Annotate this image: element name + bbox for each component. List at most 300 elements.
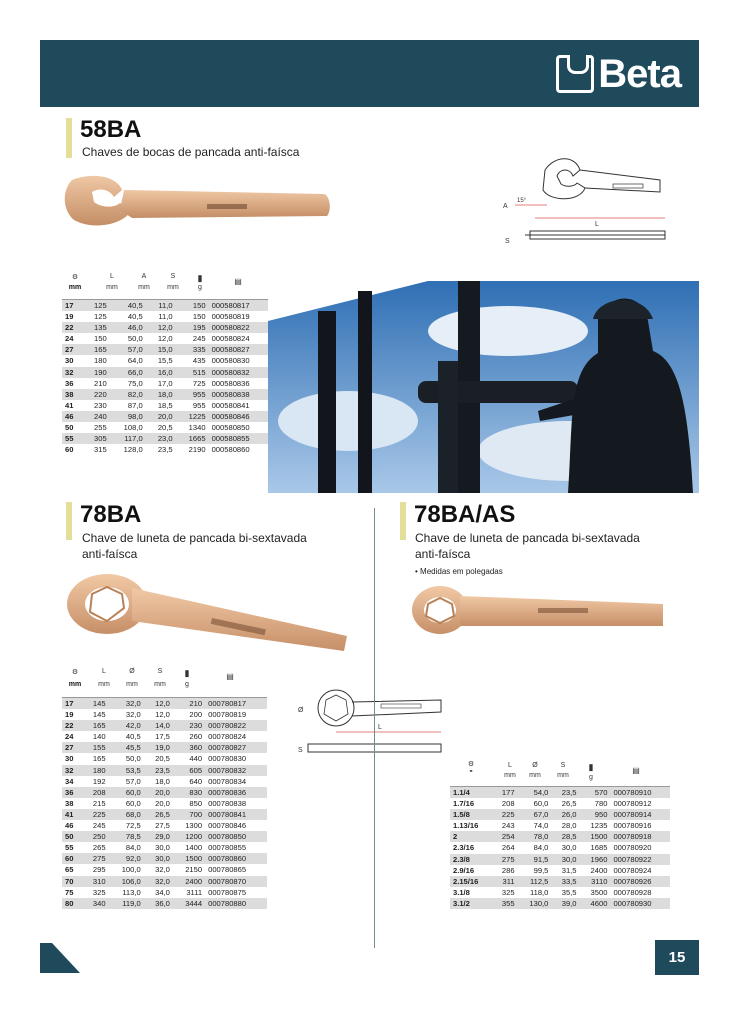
- cell-value: 30,0: [551, 854, 579, 865]
- header-weight-unit: g: [185, 681, 189, 688]
- cell-value: 140: [82, 731, 108, 742]
- cell-size: 38: [62, 389, 83, 400]
- cell-value: 15,0: [146, 344, 176, 355]
- column-divider: [374, 508, 375, 948]
- header-weight-unit: g: [198, 284, 202, 291]
- cell-value: 195: [176, 322, 209, 333]
- cell-value: 112,5: [518, 876, 552, 887]
- cell-code: 000580827: [209, 344, 272, 355]
- table-row: [62, 378, 272, 389]
- cell-code: 000780834: [205, 776, 267, 787]
- cell-value: 26,5: [551, 798, 579, 809]
- cell-value: 325: [492, 887, 517, 898]
- header-s-unit: mm: [557, 772, 569, 779]
- cell-code: 000580850: [209, 422, 272, 433]
- table-row: [62, 389, 272, 400]
- table-row: [62, 787, 267, 798]
- cell-size: 50: [62, 831, 82, 842]
- header-l: L: [508, 762, 512, 769]
- cell-value: 208: [492, 798, 517, 809]
- cell-value: 26,0: [551, 809, 579, 820]
- table-row: [62, 433, 272, 444]
- header-l-unit: mm: [106, 284, 118, 291]
- cell-size: 1.13/16: [450, 820, 492, 831]
- cell-value: 335: [176, 344, 209, 355]
- cell-code: 000780865: [205, 864, 267, 875]
- header-a-unit: mm: [138, 284, 150, 291]
- cell-value: 20,0: [144, 787, 173, 798]
- cell-value: 177: [492, 787, 517, 799]
- header-d-unit: mm: [126, 681, 138, 688]
- table-row: [450, 831, 670, 842]
- section-subtitle-78ba-2: anti-faísca: [82, 547, 138, 561]
- cell-value: 2190: [176, 444, 209, 455]
- table-row: [62, 864, 267, 875]
- table-row: [62, 311, 272, 322]
- cell-size: 34: [62, 776, 82, 787]
- section-accent-bar: [400, 502, 406, 540]
- cell-value: 245: [176, 333, 209, 344]
- cell-value: 42,0: [109, 720, 144, 731]
- table-header-78baas: [450, 760, 670, 784]
- header-key-unit: mm: [68, 681, 82, 688]
- cell-code: 000780916: [610, 820, 670, 831]
- cell-value: 190: [83, 367, 110, 378]
- cell-size: 36: [62, 378, 83, 389]
- cell-value: 12,0: [146, 333, 176, 344]
- cell-value: 295: [82, 864, 108, 875]
- section-accent-bar: [66, 502, 72, 540]
- cell-value: 1685: [580, 842, 611, 853]
- header-weight-unit: g: [589, 774, 593, 781]
- cell-value: 20,5: [146, 422, 176, 433]
- cell-size: 2.9/16: [450, 865, 492, 876]
- wrench-size-icon: ⚙: [71, 274, 79, 281]
- cell-value: 240: [83, 411, 110, 422]
- cell-value: 150: [83, 333, 110, 344]
- cell-value: 950: [580, 809, 611, 820]
- cell-value: 150: [176, 311, 209, 322]
- cell-value: 210: [83, 378, 110, 389]
- cell-value: 150: [176, 300, 209, 312]
- cell-value: 100,0: [109, 864, 144, 875]
- wrench-size-icon: ⚙: [71, 669, 79, 676]
- table-row: [62, 853, 267, 864]
- cell-value: 60,0: [109, 798, 144, 809]
- cell-value: 135: [83, 322, 110, 333]
- cell-value: 245: [82, 820, 108, 831]
- cell-size: 1.1/4: [450, 787, 492, 799]
- table-row: [62, 831, 267, 842]
- header-l: L: [110, 273, 114, 280]
- cell-size: 3.1/2: [450, 898, 492, 909]
- cell-code: 000580832: [209, 367, 272, 378]
- cell-value: 75,0: [110, 378, 146, 389]
- table-78ba: [62, 697, 267, 909]
- cell-value: 31,5: [551, 865, 579, 876]
- header-s: S: [157, 668, 163, 675]
- cell-size: 46: [62, 820, 82, 831]
- section-title-78ba: 78BA: [80, 501, 142, 528]
- table-row: [62, 411, 272, 422]
- cell-code: 000780830: [205, 753, 267, 764]
- cell-value: 11,0: [146, 311, 176, 322]
- cell-code: 000580824: [209, 333, 272, 344]
- cell-value: 87,0: [110, 400, 146, 411]
- cell-value: 39,0: [551, 898, 579, 909]
- table-row: [62, 731, 267, 742]
- weight-icon: ▮: [588, 762, 594, 772]
- table-row: [62, 876, 267, 887]
- cell-value: 72,5: [109, 820, 144, 831]
- cell-value: 440: [173, 753, 205, 764]
- section-subtitle-58ba: Chaves de bocas de pancada anti-faísca: [82, 145, 300, 159]
- cell-value: 33,5: [551, 876, 579, 887]
- diagram-label-l: L: [595, 221, 599, 228]
- cell-code: 000780855: [205, 842, 267, 853]
- section-subtitle-78baas-2: anti-faísca: [415, 547, 471, 561]
- cell-code: 000580819: [209, 311, 272, 322]
- cell-size: 2.3/8: [450, 854, 492, 865]
- cell-code: 000580855: [209, 433, 272, 444]
- cell-value: 28,5: [551, 831, 579, 842]
- cell-value: 20,5: [144, 753, 173, 764]
- cell-value: 108,0: [110, 422, 146, 433]
- cell-value: 208: [82, 787, 108, 798]
- cell-value: 200: [173, 709, 205, 720]
- cell-code: 000780875: [205, 887, 267, 898]
- cell-value: 18,5: [146, 400, 176, 411]
- section-note-78baas: • Medidas em polegadas: [415, 567, 503, 576]
- cell-size: 24: [62, 333, 83, 344]
- cell-value: 30,0: [144, 842, 173, 853]
- cell-size: 41: [62, 809, 82, 820]
- cell-value: 18,0: [146, 389, 176, 400]
- cell-value: 1500: [580, 831, 611, 842]
- cell-size: 36: [62, 787, 82, 798]
- cell-value: 29,0: [144, 831, 173, 842]
- ring-wrench-diagram: [296, 686, 446, 766]
- page-number: 15: [655, 940, 699, 975]
- cell-value: 50,0: [110, 333, 146, 344]
- cell-value: 119,0: [109, 898, 144, 909]
- cell-code: 000580836: [209, 378, 272, 389]
- cell-value: 30,0: [144, 853, 173, 864]
- cell-value: 1225: [176, 411, 209, 422]
- cell-value: 210: [173, 698, 205, 710]
- cell-value: 286: [492, 865, 517, 876]
- open-end-wrench-image: [62, 170, 334, 240]
- cell-value: 3500: [580, 887, 611, 898]
- cell-size: 50: [62, 422, 83, 433]
- cell-value: 23,5: [146, 444, 176, 455]
- cell-code: 000780926: [610, 876, 670, 887]
- cell-value: 605: [173, 765, 205, 776]
- cell-size: 2: [450, 831, 492, 842]
- cell-value: 1665: [176, 433, 209, 444]
- cell-value: 40,5: [110, 300, 146, 312]
- cell-value: 20,0: [144, 798, 173, 809]
- cell-value: 700: [173, 809, 205, 820]
- cell-value: 355: [492, 898, 517, 909]
- cell-value: 66,0: [110, 367, 146, 378]
- cell-value: 310: [82, 876, 108, 887]
- section-title-78baas: 78BA/AS: [414, 501, 516, 528]
- cell-code: 000780918: [610, 831, 670, 842]
- cell-value: 50,0: [109, 753, 144, 764]
- table-row: [450, 898, 670, 909]
- cell-code: 000780838: [205, 798, 267, 809]
- cell-value: 1200: [173, 831, 205, 842]
- cell-code: 000780824: [205, 731, 267, 742]
- table-row: [62, 698, 267, 710]
- header-d-unit: mm: [529, 772, 541, 779]
- cell-code: 000780930: [610, 898, 670, 909]
- cell-value: 32,0: [144, 864, 173, 875]
- cell-value: 67,0: [518, 809, 552, 820]
- barcode-icon: ▤: [632, 766, 640, 775]
- table-row: [62, 300, 272, 312]
- cell-value: 35,5: [551, 887, 579, 898]
- cell-value: 2400: [173, 876, 205, 887]
- cell-value: 118,0: [518, 887, 552, 898]
- cell-value: 40,5: [109, 731, 144, 742]
- cell-value: 850: [173, 798, 205, 809]
- cell-value: 16,0: [146, 367, 176, 378]
- cell-value: 19,0: [144, 742, 173, 753]
- diagram-label-angle: 15°: [517, 198, 527, 204]
- cell-value: 84,0: [109, 842, 144, 853]
- cell-value: 2400: [580, 865, 611, 876]
- cell-value: 130,0: [518, 898, 552, 909]
- cell-size: 17: [62, 300, 83, 312]
- table-row: [62, 333, 272, 344]
- cell-size: 1.7/16: [450, 798, 492, 809]
- table-row: [62, 820, 267, 831]
- cell-value: 91,5: [518, 854, 552, 865]
- cell-code: 000580846: [209, 411, 272, 422]
- cell-value: 165: [82, 720, 108, 731]
- table-row: [62, 798, 267, 809]
- cell-code: 000780822: [205, 720, 267, 731]
- barcode-icon: ▤: [226, 672, 234, 681]
- cell-value: 82,0: [110, 389, 146, 400]
- cell-code: 000580817: [209, 300, 272, 312]
- cell-code: 000580838: [209, 389, 272, 400]
- cell-value: 32,0: [109, 698, 144, 710]
- cell-value: 1235: [580, 820, 611, 831]
- cell-value: 225: [82, 809, 108, 820]
- cell-value: 260: [173, 731, 205, 742]
- cell-code: 000780912: [610, 798, 670, 809]
- cell-size: 22: [62, 720, 82, 731]
- cell-value: 17,5: [144, 731, 173, 742]
- cell-code: 000780922: [610, 854, 670, 865]
- cell-value: 20,0: [146, 411, 176, 422]
- cell-size: 41: [62, 400, 83, 411]
- cell-size: 2.15/16: [450, 876, 492, 887]
- cell-value: 311: [492, 876, 517, 887]
- table-row: [62, 367, 272, 378]
- cell-value: 230: [173, 720, 205, 731]
- header-key-unit: ": [469, 770, 473, 777]
- table-row: [450, 876, 670, 887]
- cell-value: 125: [83, 311, 110, 322]
- table-78baas: [450, 786, 670, 909]
- ring-wrench-image: [62, 566, 352, 656]
- cell-size: 19: [62, 311, 83, 322]
- cell-value: 68,0: [109, 809, 144, 820]
- header-l-unit: mm: [504, 772, 516, 779]
- cell-value: 32,0: [109, 709, 144, 720]
- cell-value: 360: [173, 742, 205, 753]
- worker-photo: [268, 281, 699, 493]
- cell-value: 30,0: [551, 842, 579, 853]
- table-row: [62, 842, 267, 853]
- cell-code: 000780910: [610, 787, 670, 799]
- open-end-wrench-diagram: [495, 150, 675, 250]
- cell-code: 000780817: [205, 698, 267, 710]
- cell-value: 3111: [173, 887, 205, 898]
- diagram-label-l-2: L: [378, 724, 382, 731]
- cell-value: 192: [82, 776, 108, 787]
- table-row: [450, 854, 670, 865]
- cell-value: 23,5: [144, 765, 173, 776]
- cell-value: 955: [176, 400, 209, 411]
- cell-value: 54,0: [518, 787, 552, 799]
- cell-value: 180: [82, 765, 108, 776]
- cell-value: 60,0: [109, 787, 144, 798]
- table-row: [62, 720, 267, 731]
- cell-size: 60: [62, 853, 82, 864]
- section-title-58ba: 58BA: [80, 116, 142, 143]
- cell-value: 725: [176, 378, 209, 389]
- brand-logo-text: Beta: [598, 51, 681, 96]
- header-l: L: [102, 668, 106, 675]
- wrench-size-icon: ⚙: [467, 761, 475, 768]
- table-row: [62, 355, 272, 366]
- cell-value: 106,0: [109, 876, 144, 887]
- cell-value: 230: [83, 400, 110, 411]
- cell-value: 11,0: [146, 300, 176, 312]
- cell-value: 243: [492, 820, 517, 831]
- header-s: S: [170, 273, 176, 280]
- cell-value: 99,5: [518, 865, 552, 876]
- cell-code: 000780860: [205, 853, 267, 864]
- cell-value: 250: [82, 831, 108, 842]
- cell-value: 28,0: [551, 820, 579, 831]
- cell-size: 2.3/16: [450, 842, 492, 853]
- cell-code: 000780914: [610, 809, 670, 820]
- cell-value: 45,5: [109, 742, 144, 753]
- cell-value: 165: [82, 753, 108, 764]
- cell-size: 55: [62, 842, 82, 853]
- cell-code: 000780928: [610, 887, 670, 898]
- cell-code: 000780841: [205, 809, 267, 820]
- cell-value: 78,5: [109, 831, 144, 842]
- cell-value: 215: [82, 798, 108, 809]
- cell-code: 000780827: [205, 742, 267, 753]
- cell-value: 40,5: [110, 311, 146, 322]
- cell-value: 275: [492, 854, 517, 865]
- table-row: [62, 742, 267, 753]
- cell-value: 220: [83, 389, 110, 400]
- cell-value: 1500: [173, 853, 205, 864]
- cell-code: 000580841: [209, 400, 272, 411]
- cell-value: 27,5: [144, 820, 173, 831]
- cell-size: 38: [62, 798, 82, 809]
- diagram-label-d: Ø: [298, 707, 304, 714]
- cell-size: 24: [62, 731, 82, 742]
- cell-value: 53,5: [109, 765, 144, 776]
- cell-value: 780: [580, 798, 611, 809]
- cell-value: 14,0: [144, 720, 173, 731]
- cell-value: 265: [82, 842, 108, 853]
- ring-wrench-image-2: [408, 582, 666, 642]
- table-row: [450, 798, 670, 809]
- cell-value: 830: [173, 787, 205, 798]
- table-row: [62, 765, 267, 776]
- table-row: [62, 344, 272, 355]
- table-58ba: [62, 299, 272, 455]
- cell-value: 57,0: [109, 776, 144, 787]
- table-row: [62, 444, 272, 455]
- table-row: [62, 898, 267, 909]
- header-s-unit: mm: [167, 284, 179, 291]
- cell-code: 000780870: [205, 876, 267, 887]
- cell-value: 128,0: [110, 444, 146, 455]
- cell-value: 12,0: [144, 709, 173, 720]
- table-row: [62, 776, 267, 787]
- cell-size: 22: [62, 322, 83, 333]
- diagram-label-s: S: [505, 238, 510, 245]
- header-band: [40, 40, 699, 107]
- cell-value: 23,0: [146, 433, 176, 444]
- cell-value: 305: [83, 433, 110, 444]
- diagram-label-s-2: S: [298, 747, 303, 754]
- cell-value: 145: [82, 709, 108, 720]
- table-row: [450, 809, 670, 820]
- section-subtitle-78baas-1: Chave de luneta de pancada bi-sextavada: [415, 531, 640, 545]
- cell-value: 155: [82, 742, 108, 753]
- cell-size: 17: [62, 698, 82, 710]
- cell-value: 12,0: [146, 322, 176, 333]
- weight-icon: ▮: [197, 273, 203, 283]
- weight-icon: ▮: [184, 668, 190, 678]
- cell-size: 32: [62, 367, 83, 378]
- table-row: [62, 400, 272, 411]
- header-s: S: [560, 762, 566, 769]
- cell-size: 19: [62, 709, 82, 720]
- cell-value: 98,0: [110, 411, 146, 422]
- cell-value: 46,0: [110, 322, 146, 333]
- cell-size: 80: [62, 898, 82, 909]
- cell-size: 30: [62, 753, 82, 764]
- cell-value: 3110: [580, 876, 611, 887]
- cell-code: 000780832: [205, 765, 267, 776]
- cell-code: 000580830: [209, 355, 272, 366]
- cell-value: 1300: [173, 820, 205, 831]
- cell-size: 65: [62, 864, 82, 875]
- cell-value: 1340: [176, 422, 209, 433]
- table-row: [62, 753, 267, 764]
- cell-value: 15,5: [146, 355, 176, 366]
- cell-value: 125: [83, 300, 110, 312]
- cell-value: 17,0: [146, 378, 176, 389]
- cell-value: 254: [492, 831, 517, 842]
- cell-code: 000580822: [209, 322, 272, 333]
- cell-value: 340: [82, 898, 108, 909]
